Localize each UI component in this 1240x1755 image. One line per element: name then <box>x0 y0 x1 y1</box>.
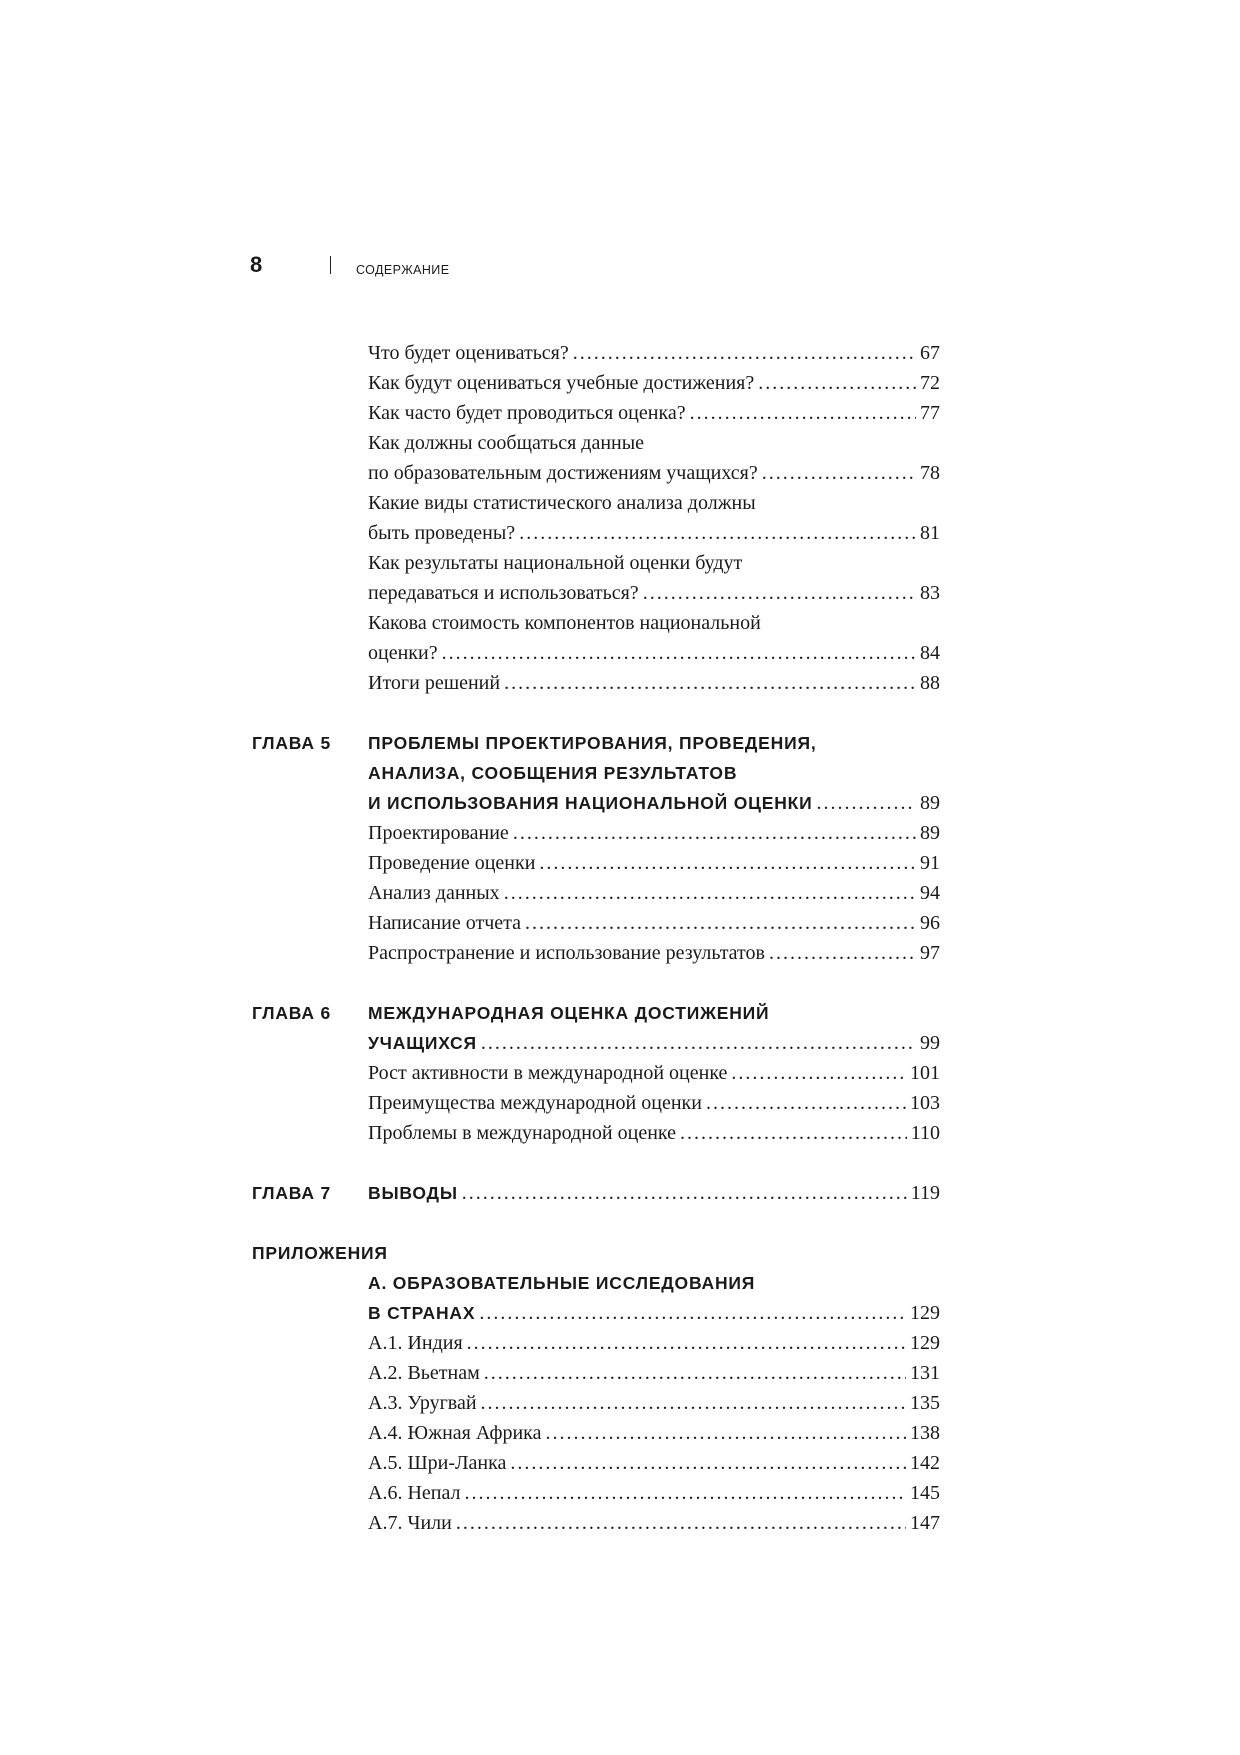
toc-entry-line <box>252 548 940 578</box>
toc-entry-title: А.3. Уругвай <box>368 1392 477 1414</box>
chapter-heading-line <box>252 998 940 1028</box>
dot-leader <box>539 848 916 878</box>
toc-entry-title: Анализ данных <box>368 882 500 904</box>
toc-entry[interactable] <box>252 908 940 938</box>
chapter-entry[interactable] <box>252 788 940 818</box>
toc-page-number: 142 <box>910 1452 940 1474</box>
toc-page-number: 67 <box>920 342 940 364</box>
dot-leader <box>504 668 916 698</box>
appendix-entry[interactable] <box>252 1448 940 1478</box>
toc-entry[interactable] <box>252 638 940 668</box>
toc-entry-title: Написание отчета <box>368 912 522 934</box>
chapter-title: АНАЛИЗА, СООБЩЕНИЯ РЕЗУЛЬТАТОВ <box>368 763 738 783</box>
toc-page-number: 96 <box>920 912 940 934</box>
toc-page-number: 101 <box>910 1062 940 1084</box>
dot-leader <box>510 1448 906 1478</box>
toc-page-number: 88 <box>920 672 940 694</box>
toc-entry-title: Как будут оцениваться учебные достижения? <box>368 372 755 394</box>
toc-entry-title: Какова стоимость компонентов национальной <box>368 612 761 634</box>
toc-entry[interactable] <box>252 338 940 368</box>
toc-entry[interactable] <box>252 398 940 428</box>
appendix-group-title: В СТРАНАХ <box>368 1303 476 1323</box>
toc-page-number: 91 <box>920 852 940 874</box>
dot-leader <box>525 908 916 938</box>
toc-entry-title: Проектирование <box>368 822 509 844</box>
dot-leader <box>769 938 916 968</box>
toc-entry-title: Как часто будет проводиться оценка? <box>368 402 686 424</box>
chapter-heading-line <box>252 758 940 788</box>
appendix-group-entry[interactable] <box>252 1298 940 1328</box>
appendix-entry[interactable] <box>252 1478 940 1508</box>
appendix-entry[interactable] <box>252 1508 940 1538</box>
toc-entry-title: А.1. Индия <box>368 1332 463 1354</box>
appendix-group-title: А. ОБРАЗОВАТЕЛЬНЫЕ ИССЛЕДОВАНИЯ <box>368 1273 756 1293</box>
toc-page-number: 89 <box>920 822 940 844</box>
dot-leader <box>680 1118 907 1148</box>
dot-leader <box>479 1298 906 1328</box>
toc-entry-title: быть проведены? <box>368 522 516 544</box>
toc-page-number: 129 <box>910 1302 940 1324</box>
appendices-heading-line <box>252 1238 940 1268</box>
toc-entry[interactable] <box>252 818 940 848</box>
toc-page-number: 119 <box>910 1182 940 1204</box>
chapter-label: ГЛАВА 7 <box>252 1183 332 1203</box>
chapter-label: ГЛАВА 5 <box>252 733 332 753</box>
chapter-title: УЧАЩИХСЯ <box>368 1033 477 1053</box>
toc-page-number: 145 <box>910 1482 940 1504</box>
toc-entry-line <box>252 608 940 638</box>
toc-page-number: 89 <box>920 792 940 814</box>
chapter-title: ПРОБЛЕМЫ ПРОЕКТИРОВАНИЯ, ПРОВЕДЕНИЯ, <box>368 733 817 753</box>
toc-entry[interactable] <box>252 1118 940 1148</box>
chapter-title: МЕЖДУНАРОДНАЯ ОЦЕНКА ДОСТИЖЕНИЙ <box>368 1003 770 1023</box>
toc-entry-title: Распространение и использование результатов <box>368 942 765 964</box>
dot-leader <box>456 1508 906 1538</box>
toc-entry-title: А.6. Непал <box>368 1482 461 1504</box>
dot-leader <box>731 1058 906 1088</box>
toc-entry-title: по образовательным достижениям учащихся? <box>368 462 758 484</box>
toc-entry-title: оценки? <box>368 642 438 664</box>
toc-page-number: 129 <box>910 1332 940 1354</box>
header-divider <box>330 256 331 274</box>
dot-leader <box>462 1178 907 1208</box>
dot-leader <box>573 338 916 368</box>
chapter-label: ГЛАВА 6 <box>252 1003 332 1023</box>
toc-entry-title: Как должны сообщаться данные <box>368 432 645 454</box>
toc-entry-title: А.2. Вьетнам <box>368 1362 480 1384</box>
toc-entry-title: А.4. Южная Африка <box>368 1422 542 1444</box>
toc-page-number: 147 <box>910 1512 940 1534</box>
appendix-entry[interactable] <box>252 1358 940 1388</box>
toc-entry-line <box>252 488 940 518</box>
toc-entry-line <box>252 428 940 458</box>
dot-leader <box>442 638 916 668</box>
appendix-heading-line <box>252 1268 940 1298</box>
dot-leader <box>762 458 916 488</box>
toc-entry-title: Преимущества международной оценки <box>368 1092 702 1114</box>
toc-entry-title: Какие виды статистического анализа должны <box>368 492 756 514</box>
toc-page-number: 84 <box>920 642 940 664</box>
toc-entry-title: Как результаты национальной оценки будут <box>368 552 743 574</box>
toc-page-number: 81 <box>920 522 940 544</box>
appendix-entry[interactable] <box>252 1328 940 1358</box>
toc-entry[interactable] <box>252 1088 940 1118</box>
toc-page-number: 78 <box>920 462 940 484</box>
toc-page-number: 103 <box>910 1092 940 1114</box>
toc-entry[interactable] <box>252 848 940 878</box>
toc-page-number: 131 <box>910 1362 940 1384</box>
appendices-heading: ПРИЛОЖЕНИЯ <box>252 1243 388 1263</box>
toc-entry[interactable] <box>252 578 940 608</box>
toc-entry-title: Итоги решений <box>368 672 501 694</box>
dot-leader <box>758 368 916 398</box>
toc-page-number: 94 <box>920 882 940 904</box>
dot-leader <box>706 1088 906 1118</box>
toc-page-number: 138 <box>910 1422 940 1444</box>
dot-leader <box>481 1388 906 1418</box>
toc-entry-title: Рост активности в международной оценке <box>368 1062 728 1084</box>
table-of-contents <box>252 338 940 1538</box>
toc-entry[interactable] <box>252 938 940 968</box>
toc-page-number: 83 <box>920 582 940 604</box>
toc-page-number: 99 <box>920 1032 940 1054</box>
dot-leader <box>504 878 916 908</box>
dot-leader <box>484 1358 906 1388</box>
page-number: 8 <box>250 252 263 277</box>
toc-entry-title: Что будет оцениваться? <box>368 342 569 364</box>
appendix-entry[interactable] <box>252 1418 940 1448</box>
toc-page-number: 110 <box>910 1122 940 1144</box>
dot-leader <box>481 1028 916 1058</box>
toc-entry-title: А.5. Шри-Ланка <box>368 1452 507 1474</box>
chapter-title: И ИСПОЛЬЗОВАНИЯ НАЦИОНАЛЬНОЙ ОЦЕНКИ <box>368 793 813 813</box>
dot-leader <box>467 1328 906 1358</box>
chapter-heading-line <box>252 728 940 758</box>
chapter-entry[interactable] <box>252 1028 940 1058</box>
dot-leader <box>519 518 916 548</box>
toc-entry[interactable] <box>252 458 940 488</box>
toc-entry[interactable] <box>252 368 940 398</box>
toc-page-number: 135 <box>910 1392 940 1414</box>
chapter-title: ВЫВОДЫ <box>368 1183 458 1203</box>
toc-page-number: 77 <box>920 402 940 424</box>
chapter-entry[interactable] <box>252 1178 940 1208</box>
toc-entry[interactable] <box>252 518 940 548</box>
dot-leader <box>545 1418 906 1448</box>
running-title: СОДЕРЖАНИЕ <box>356 263 450 277</box>
toc-entry[interactable] <box>252 878 940 908</box>
toc-entry-title: А.7. Чили <box>368 1512 452 1534</box>
appendix-entry[interactable] <box>252 1388 940 1418</box>
toc-page-number: 72 <box>920 372 940 394</box>
toc-entry-title: Проблемы в международной оценке <box>368 1122 677 1144</box>
toc-entry[interactable] <box>252 1058 940 1088</box>
dot-leader <box>643 578 916 608</box>
toc-page-number: 97 <box>920 942 940 964</box>
toc-entry-title: Проведение оценки <box>368 852 536 874</box>
dot-leader <box>690 398 916 428</box>
dot-leader <box>817 788 917 818</box>
dot-leader <box>465 1478 907 1508</box>
dot-leader <box>513 818 916 848</box>
toc-entry-title: передаваться и использоваться? <box>368 582 639 604</box>
toc-entry[interactable] <box>252 668 940 698</box>
